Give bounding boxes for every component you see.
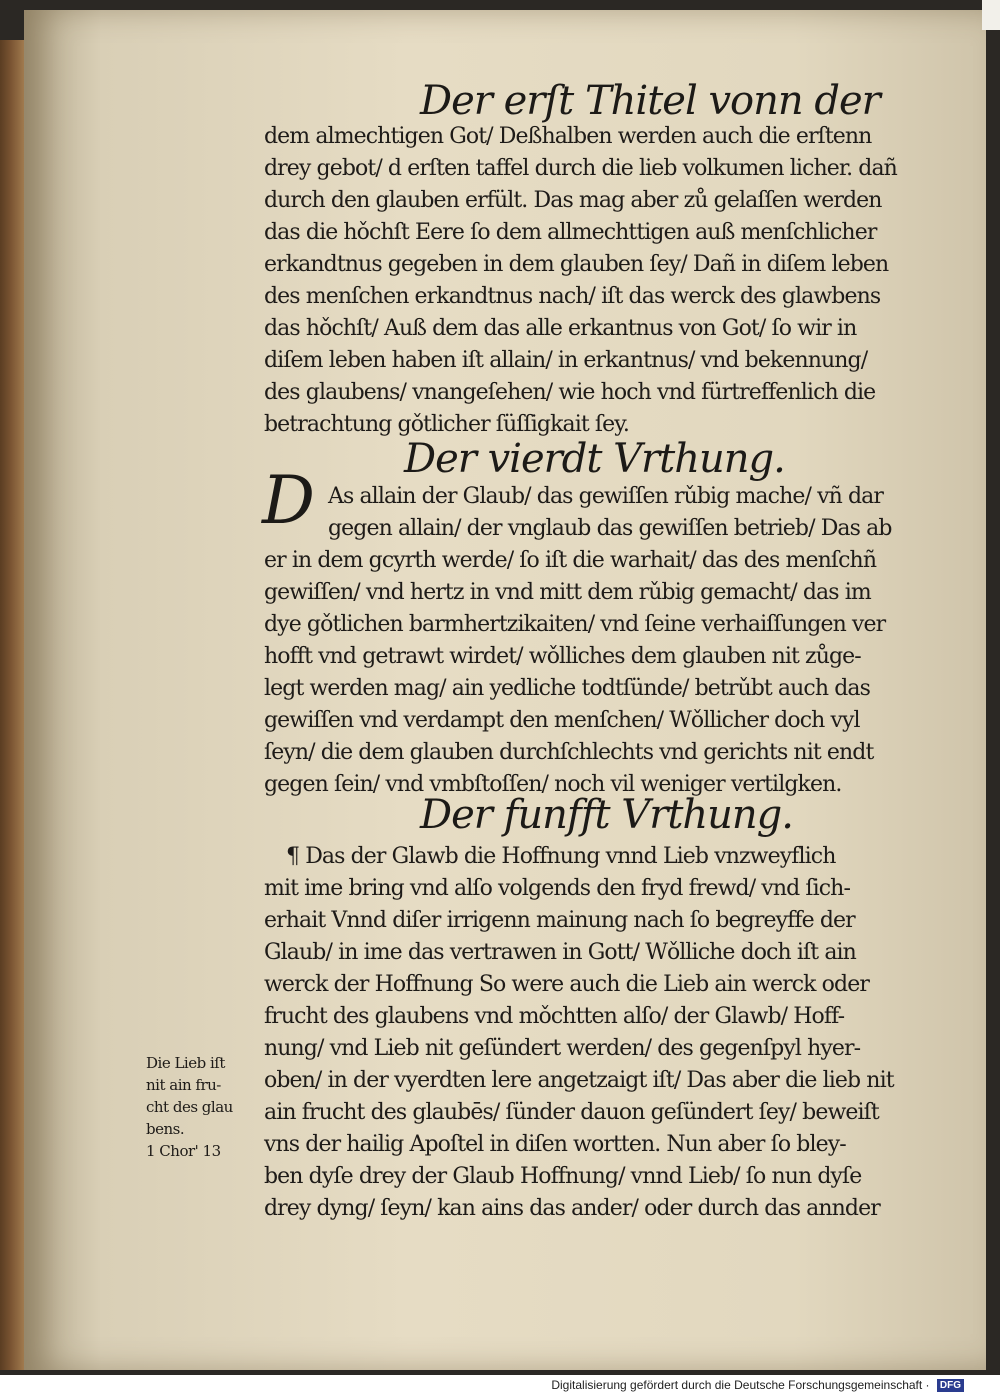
text-line: nung/ vnd Lieb nit geſündert werden/ des gegenſpyl hyer- <box>264 1036 861 1061</box>
text-line: gewiſſen vnd verdampt den menſchen/ Wǒllicher doch vyl <box>264 708 860 733</box>
text-line: vns der hailig Apoſtel in diſen wortten. Nun aber ſo bley- <box>264 1132 846 1157</box>
text-line: werck der Hoffnung So were auch die Lieb ain werck oder <box>264 972 869 997</box>
text-line: gegen allain/ der vnglaub das gewiſſen betrieb/ Das ab <box>328 516 892 541</box>
text-line: drey gebot/ d erſten taffel durch die lieb volkumen licher. dañ <box>264 156 897 181</box>
margin-note-line: bens. <box>146 1120 185 1138</box>
credit-text: Digitalisierung gefördert durch die Deutsche Forschungsgemeinschaft · <box>551 1378 930 1392</box>
running-head: Der erſt Thitel vonn der <box>420 78 880 124</box>
margin-note-line: nit ain fru- <box>146 1076 221 1094</box>
text-line: ¶ Das der Glawb die Hoffnung vnnd Lieb vnzweyflich <box>286 844 836 869</box>
text-line: ben dyſe drey der Glaub Hoffnung/ vnnd Lieb/ ſo nun dyſe <box>264 1164 862 1189</box>
text-line: durch den glauben erfült. Das mag aber zů gelaſſen werden <box>264 188 882 213</box>
margin-note-line: Die Lieb iſt <box>146 1054 225 1072</box>
text-line: dem almechtigen Got/ Deßhalben werden auch die erſtenn <box>264 124 872 149</box>
text-line: hofft vnd getrawt wirdet/ wǒlliches dem glauben nit zůge- <box>264 644 861 669</box>
text-line: diſem leben haben iſt allain/ in erkantnus/ vnd bekennung/ <box>264 348 868 373</box>
text-line: erkandtnus gegeben in dem glauben ſey/ Dañ in diſem leben <box>264 252 889 277</box>
margin-note <box>146 1052 266 1162</box>
section-heading: Der funfft Vrthung. <box>420 792 793 838</box>
dfg-logo: DFG <box>937 1379 964 1392</box>
margin-note-line: 1 Chor' 13 <box>146 1142 221 1160</box>
digitization-credit <box>551 1378 964 1392</box>
text-line: frucht des glaubens vnd mǒchtten alſo/ der Glawb/ Hoff- <box>264 1004 845 1029</box>
text-line: drey dyng/ ſeyn/ kan ains das ander/ oder durch das annder <box>264 1196 880 1221</box>
margin-note-line: cht des glau <box>146 1098 233 1116</box>
text-line: Glaub/ in ime das vertrawen in Gott/ Wǒlliche doch iſt ain <box>264 940 856 965</box>
drop-cap: D <box>262 462 315 539</box>
text-line: dye gǒtlichen barmhertzikaiten/ vnd ſeine verhaiſſungen ver <box>264 612 886 637</box>
text-line: betrachtung gǒtlicher ſüſſigkait ſey. <box>264 412 629 437</box>
text-line: gegen ſein/ vnd vmbſtoſſen/ noch vil weniger vertilgken. <box>264 772 842 797</box>
section-heading: Der vierdt Vrthung. <box>404 436 785 482</box>
text-line: ſeyn/ die dem glauben durchſchlechts vnd gerichts nit endt <box>264 740 874 765</box>
text-line: er in dem gcyrth werde/ ſo iſt die warhait/ das des menſchñ <box>264 548 877 573</box>
text-line: As allain der Glaub/ das gewiſſen rǔbig mache/ vñ dar <box>328 484 883 509</box>
text-line: des glaubens/ vnangeſehen/ wie hoch vnd fürtreffenlich die <box>264 380 876 405</box>
text-line: mit ime bring vnd alſo volgends den fryd frewd/ vnd ſich- <box>264 876 850 901</box>
text-line: ain frucht des glaubēs/ ſünder dauon geſündert ſey/ beweiſt <box>264 1100 879 1125</box>
text-line: erhait Vnnd diſer irrigenn mainung nach ſo begreyffe der <box>264 908 855 933</box>
text-line: oben/ in der vyerdten lere angetzaigt iſt/ Das aber die lieb nit <box>264 1068 894 1093</box>
text-line: des menſchen erkandtnus nach/ iſt das werck des glawbens <box>264 284 881 309</box>
text-line: gewiſſen/ vnd hertz in vnd mitt dem rǔbig gemacht/ das im <box>264 580 871 605</box>
text-line: das hǒchſt/ Auß dem das alle erkantnus von Got/ ſo wir in <box>264 316 857 341</box>
text-line: das die hǒchſt Eere ſo dem allmechttigen auß menſchlicher <box>264 220 877 245</box>
text-line: legt werden mag/ ain yedliche todtſünde/ betrǔbt auch das <box>264 676 870 701</box>
